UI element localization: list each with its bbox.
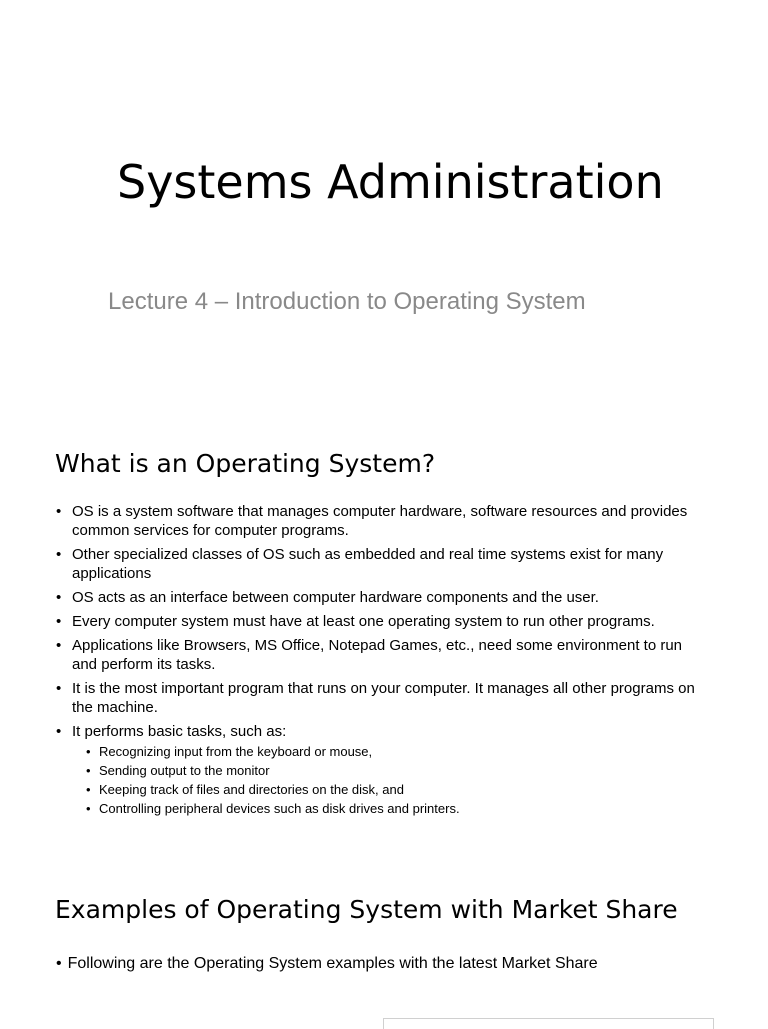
bullet-icon: •: [56, 955, 62, 972]
sub-list-item: [86, 761, 706, 780]
bullet-text: Applications like Browsers, MS Office, Notepad Games, etc., need some environment to run and perform its tasks.: [72, 637, 683, 673]
sub-list-item: [86, 780, 706, 799]
bullet-icon: •: [56, 503, 62, 520]
sub-list-item: [86, 742, 706, 761]
bullet-icon: •: [56, 723, 62, 740]
sub-bullet-text: Recognizing input from the keyboard or mouse,: [99, 744, 373, 759]
list-item: [56, 502, 706, 540]
title-slide: [0, 0, 768, 420]
sub-bullet-list: [86, 742, 706, 818]
sub-bullet-text: Keeping track of files and directories on the disk, and: [99, 782, 404, 797]
bullet-text: Following are the Operating System examples with the latest Market Share: [67, 955, 598, 972]
bullet-text: It is the most important program that runs on your computer. It manages all other programs on the machine.: [72, 680, 695, 716]
bullet-text: It performs basic tasks, such as:: [72, 723, 287, 740]
slide-heading-what-is-os: What is an Operating System?: [55, 449, 436, 478]
sub-bullet-text: Controlling peripheral devices such as disk drives and printers.: [99, 801, 460, 816]
list-item: [56, 953, 598, 975]
slide-heading-examples: Examples of Operating System with Market Share: [55, 895, 678, 924]
sub-list-item: [86, 799, 706, 818]
bullet-text: OS is a system software that manages computer hardware, software resources and provides common services for computer programs.: [72, 503, 688, 539]
bullet-icon: •: [86, 763, 91, 778]
slide-title: Systems Administration: [117, 155, 664, 209]
bullet-text: Every computer system must have at least one operating system to run other programs.: [72, 613, 655, 630]
bullet-icon: •: [56, 637, 62, 654]
bullet-text: Other specialized classes of OS such as embedded and real time systems exist for many applications: [72, 546, 664, 582]
bullet-icon: •: [56, 589, 62, 606]
slide-subtitle: Lecture 4 – Introduction to Operating System: [108, 288, 586, 315]
bullet-icon: •: [56, 680, 62, 697]
bullet-icon: •: [86, 782, 91, 797]
list-item: [56, 612, 706, 631]
list-item: [56, 636, 706, 674]
bullet-list: [56, 502, 706, 823]
bullet-icon: •: [86, 801, 91, 816]
list-item: [56, 722, 706, 818]
list-item: [56, 545, 706, 583]
bullet-text: OS acts as an interface between computer hardware components and the user.: [72, 589, 599, 606]
list-item: [56, 679, 706, 717]
sub-bullet-text: Sending output to the monitor: [99, 763, 270, 778]
bullet-icon: •: [86, 744, 91, 759]
bullet-icon: •: [56, 613, 62, 630]
bullet-icon: •: [56, 546, 62, 563]
list-item: [56, 588, 706, 607]
